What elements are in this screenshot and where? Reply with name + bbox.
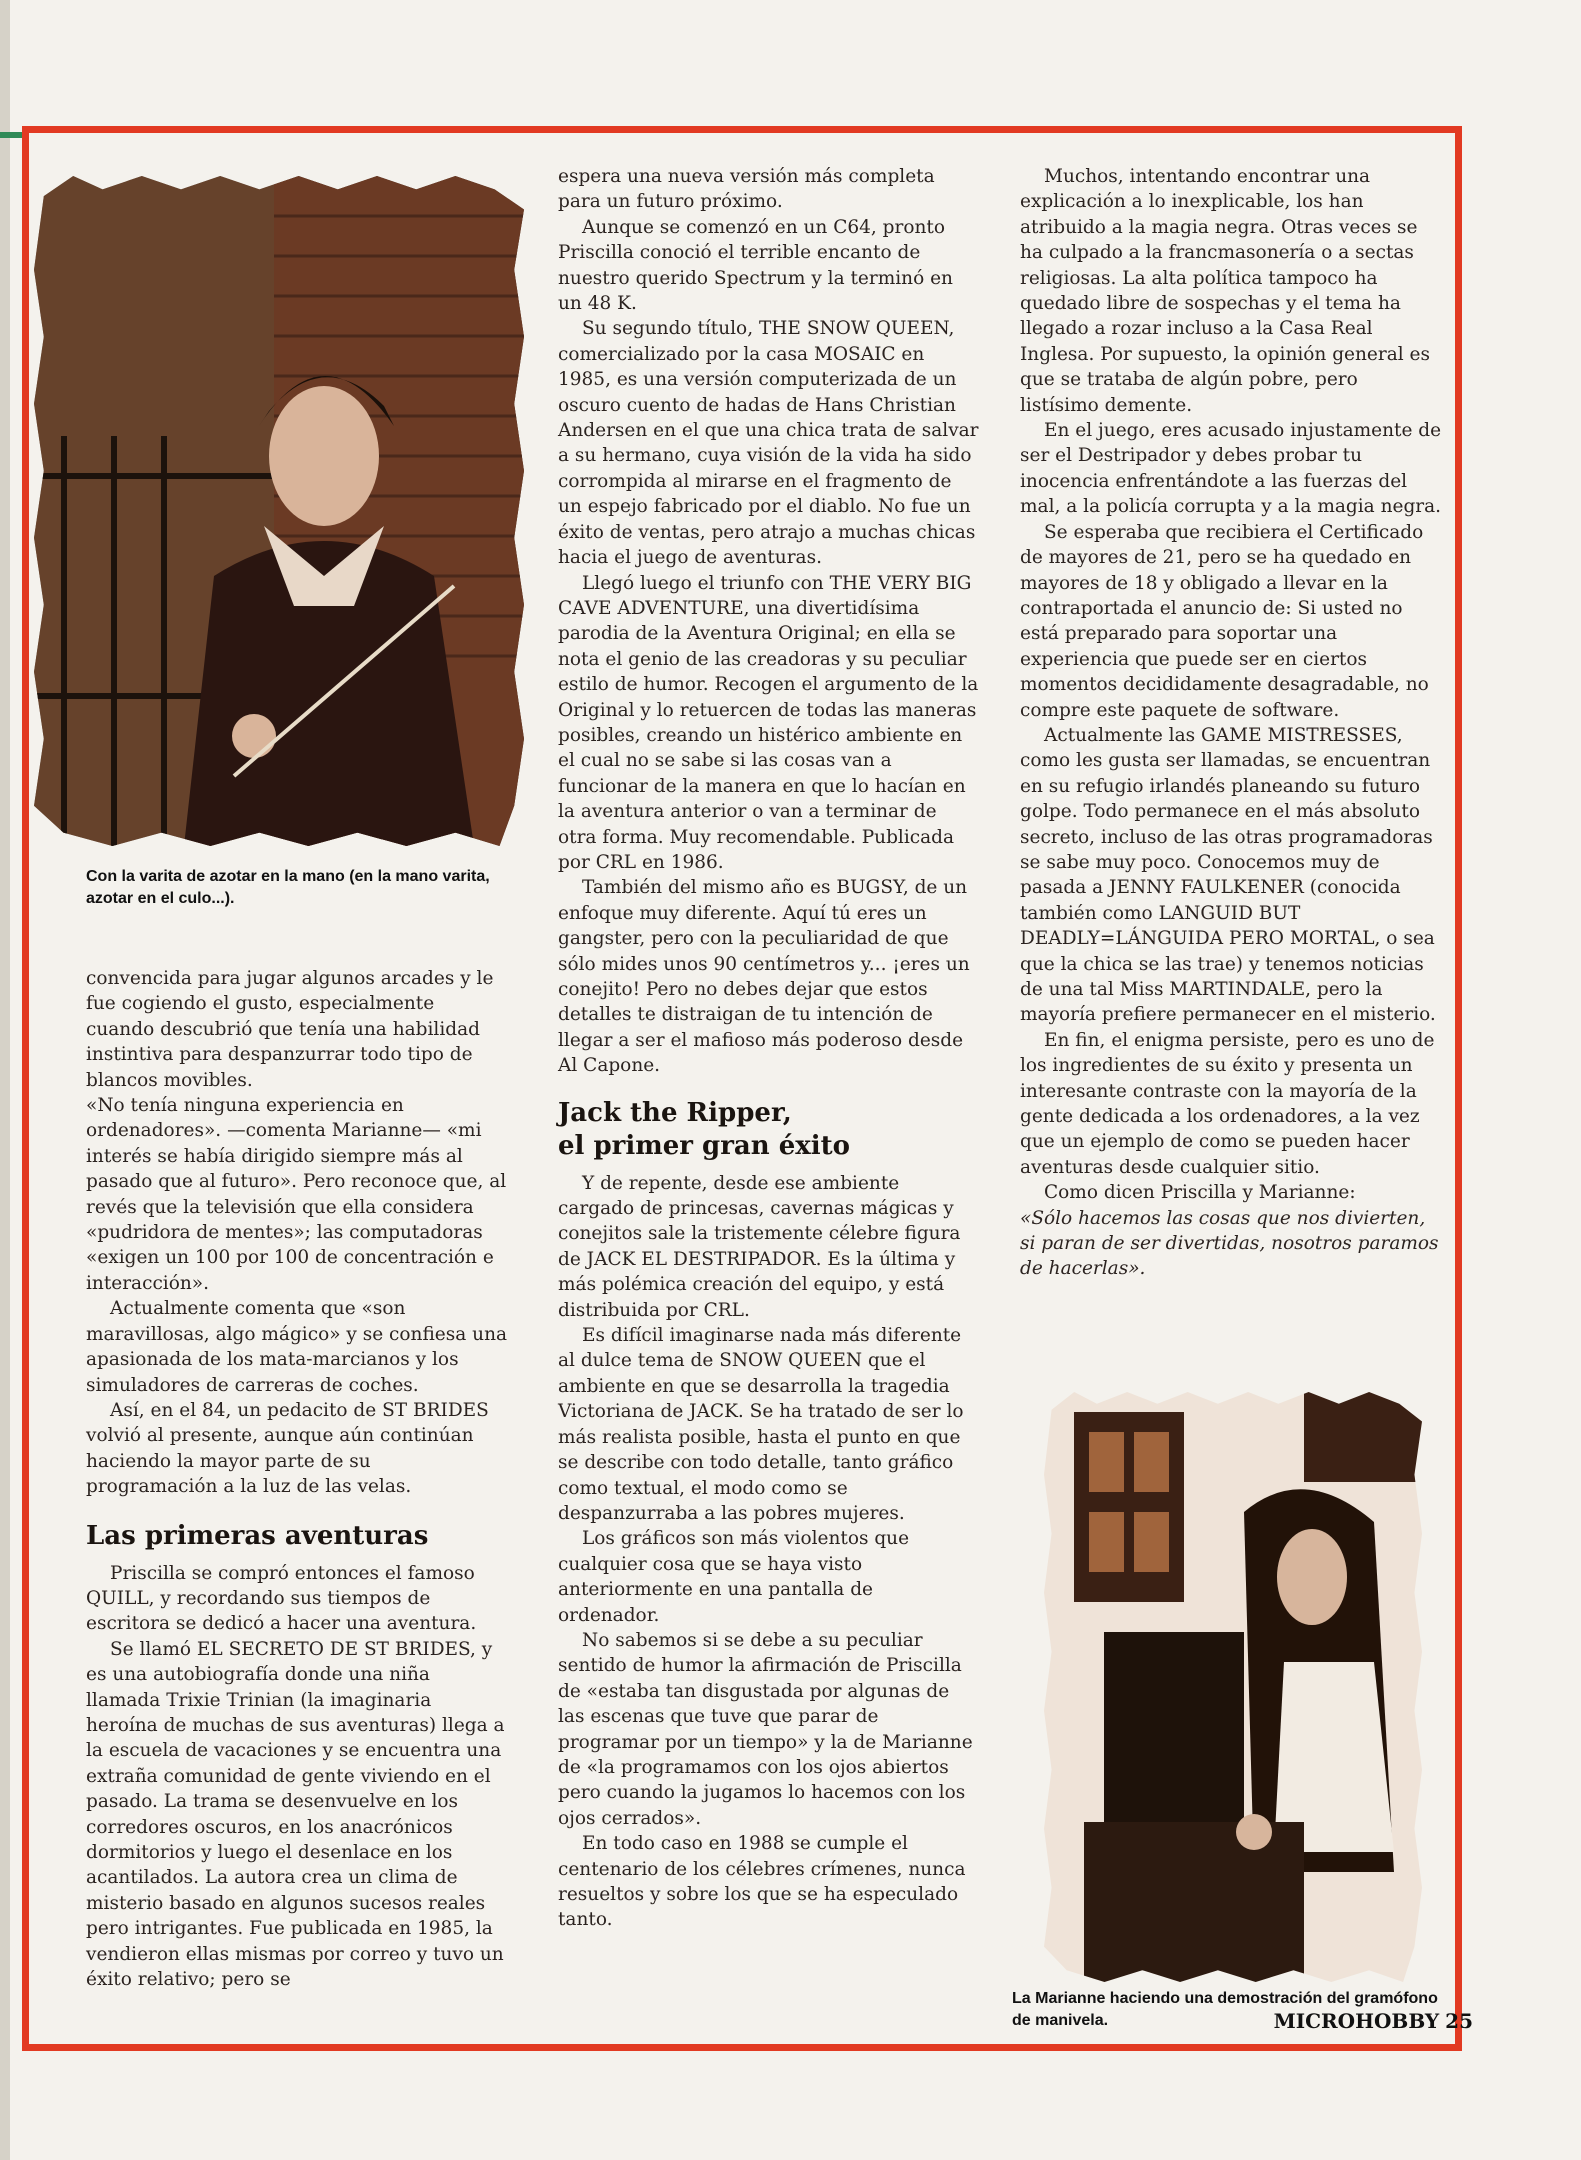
photo-marianne-image (1044, 1392, 1422, 1982)
photo-priscilla-caption: Con la varita de azotar en la mano (en la mano varita, azotar en el culo...). (86, 868, 490, 907)
page-footer (1274, 2009, 1473, 2033)
col1-paragraph: Priscilla se compró entonces el famoso QUILL, y recordando sus tiempos de escritora se dedicó a hacer una aventura. (86, 1562, 477, 1635)
col2-paragraph: No sabemos si se debe a su peculiar sentido de humor la afirmación de Priscilla de «estaba tan disgustada por algunas de las escenas que tuve que parar de programar por un tiempo» y la de Marianne de «la programamos con los ojos abiertos pero cuando la jugamos lo hacemos con los ojos cerrados». (558, 1629, 973, 1829)
col2-paragraph: Es difícil imaginarse nada más diferente al dulce tema de SNOW QUEEN que el ambiente en que se desarrolla la tragedia Victoriana de JACK. Se ha tratado de ser lo más realista posible, hasta el punto en que se describe con todo detalle, tanto gráfico como textual, el modo como se despanzurraba a las pobres mujeres. (558, 1325, 964, 1524)
col2-paragraph: espera una nueva versión más completa para un futuro próximo. (558, 166, 935, 213)
col2-paragraph: Su segundo título, THE SNOW QUEEN, comercializado por la casa MOSAIC en 1985, es una versión computerizada de un oscuro cuento de hadas de Hans Christian Andersen en el que una chica trata de salvar a su hermano, cuya visión de la vida ha sido corrompida al mirarse en el fragmento de un espejo fabricado por el diablo. No fue un éxito de ventas, pero atrajo a muchas chicas hacia el juego de aventuras. (558, 318, 979, 569)
col2-heading-line2: el primer gran éxito (558, 1130, 850, 1161)
col1-paragraph: Así, en el 84, un pedacito de ST BRIDES volvió al presente, aunque aún continúan haciendo la mayor parte de su programación a la luz de las velas. (86, 1399, 489, 1498)
column-3 (1020, 164, 1442, 1282)
column-1 (86, 966, 508, 1992)
col3-paragraph: Como dicen Priscilla y Marianne: (1044, 1182, 1356, 1204)
magazine-name: MICROHOBBY (1273, 2009, 1440, 2033)
col3-paragraph: Muchos, intentando encontrar una explicación a lo inexplicable, los han atribuido a la magia negra. Otras veces se ha culpado a la francmasonería o a sectas religiosas. La alta política tampoco ha quedado libre de sospechas y el tema ha llegado a rozar incluso a la Casa Real Inglesa. Por supuesto, la opinión general es que se trataba de algún pobre, pero listísimo demente. (1020, 166, 1430, 416)
photo-priscilla (34, 176, 524, 846)
col2-heading-line1: Jack the Ripper, (558, 1097, 792, 1128)
col2-paragraph: Y de repente, desde ese ambiente cargado de princesas, cavernas mágicas y conejitos sale la tristemente célebre figura de JACK EL DESTRIPADOR. Es la última y más polémica creación del equipo, y está distribuida por CRL. (558, 1172, 961, 1321)
col1-section-heading: Las primeras aventuras (86, 1520, 429, 1551)
photo-marianne-caption: La Marianne haciendo una demostración del gramófono de manivela. (1012, 1990, 1438, 2029)
col1-paragraph: convencida para jugar algunos arcades y le fue cogiendo el gusto, especialmente cuando descubrió que tenía una habilidad instintiva para despanzurrar todo tipo de blancos movibles. (86, 968, 494, 1091)
edge-mark (0, 132, 22, 138)
col1-paragraph-quote: «No tenía ninguna experiencia en ordenadores». —comenta Marianne— «mi interés se había dirigido siempre más al pasado que al futuro». Pero reconoce que, al revés que la televisión que ella considera «pudridora de mentes»; las computadoras «exigen un 100 por 100 de concentración e interacción». (86, 1095, 507, 1294)
page-number: 25 (1445, 2009, 1473, 2033)
col3-paragraph: Se esperaba que recibiera el Certificado de mayores de 21, pero se ha quedado en mayores de 18 y obligado a llevar en la contraportada el anuncio de: Si usted no está preparado para soportar una experiencia que puede ser en ciertos momentos decididamente desagradable, no compre este paquete de software. (1020, 521, 1429, 721)
col2-paragraph: También del mismo año es BUGSY, de un enfoque muy diferente. Aquí tú eres un gangster, pero con la peculiaridad de que sólo mides unos 90 centímetros y... ¡eres un conejito! Pero no debes dejar que estos detalles te distraigan de tu intención de llegar a ser el mafioso más poderoso desde Al Capone. (558, 877, 970, 1077)
photo-priscilla-image (34, 176, 524, 846)
col1-paragraph: Se llamó EL SECRETO DE ST BRIDES, y es una autobiografía donde una niña llamada Trixie Trinian (la imaginaria heroína de muchas de sus aventuras) llega a la escuela de vacaciones y se encuentra una extraña comunidad de gente viviendo en el pasado. La trama se desenvuelve en los corredores oscuros, en los anacrónicos dormitorios y luego el desenlace en los acantilados. La autora crea un clima de misterio basado en algunos sucesos reales pero intrigantes. Fue publicada en 1985, la vendieron ellas mismas por correo y tuvo un éxito relativo; pero se (86, 1638, 505, 1991)
col3-paragraph: En fin, el enigma persiste, pero es uno de los ingredientes de su éxito y presenta un interesante contraste con la mayoría de la gente dedicada a los ordenadores, a la vez que un ejemplo de como se pueden hacer aventuras desde cualquier sitio. (1020, 1029, 1435, 1178)
col2-paragraph: Llegó luego el triunfo con THE VERY BIG CAVE ADVENTURE, una divertidísima parodia de la Aventura Original; en ella se nota el genio de las creadoras y su peculiar estilo de humor. Recogen el argumento de la Original y lo retuercen de todas las maneras posibles, creando un histérico ambiente en el cual no se sabe si las cosas van a funcionar de la manera en que lo hacían en la aventura anterior o van a terminar de otra forma. Muy recomendable. Publicada por CRL en 1986. (558, 572, 979, 873)
column-2 (558, 164, 980, 1933)
col3-paragraph: Actualmente las GAME MISTRESSES, como les gusta ser llamadas, se encuentran en su refugio irlandés planeando su futuro golpe. Todo permanece en el más absoluto secreto, incluso de las otras programadoras se sabe muy poco. Conocemos muy de pasada a JENNY FAULKENER (conocida también como LANGUID BUT DEADLY=LÁNGUIDA PERO MORTAL, o sea que la chica se las trae) y tenemos noticias de una tal Miss MARTINDALE, pero la mayoría prefiere permanecer en el misterio. (1020, 724, 1436, 1026)
col2-section-heading (558, 1097, 980, 1163)
col2-paragraph: Aunque se comenzó en un C64, pronto Priscilla conoció el terrible encanto de nuestro querido Spectrum y la terminó en un 48 K. (558, 216, 953, 315)
col3-closing-quote: «Sólo hacemos las cosas que nos divierten, si paran de ser divertidas, nosotros paramos de hacerlas». (1020, 1207, 1439, 1280)
photo-marianne (1044, 1392, 1422, 1982)
col3-paragraph: En el juego, eres acusado injustamente de ser el Destripador y debes probar tu inocencia enfrentándote a las fuerzas del mal, a la policía corrupta y a la magia negra. (1020, 420, 1442, 518)
col2-paragraph: Los gráficos son más violentos que cualquier cosa que se haya visto anteriormente en una pantalla de ordenador. (558, 1528, 910, 1626)
col2-paragraph: En todo caso en 1988 se cumple el centenario de los célebres crímenes, nunca resueltos y sobre los que se ha especulado tanto. (558, 1833, 966, 1931)
page-gutter (0, 0, 10, 2160)
col1-paragraph: Actualmente comenta que «son maravillosas, algo mágico» y se confiesa una apasionada de los mata-marcianos y los simuladores de carreras de coches. (86, 1298, 508, 1396)
